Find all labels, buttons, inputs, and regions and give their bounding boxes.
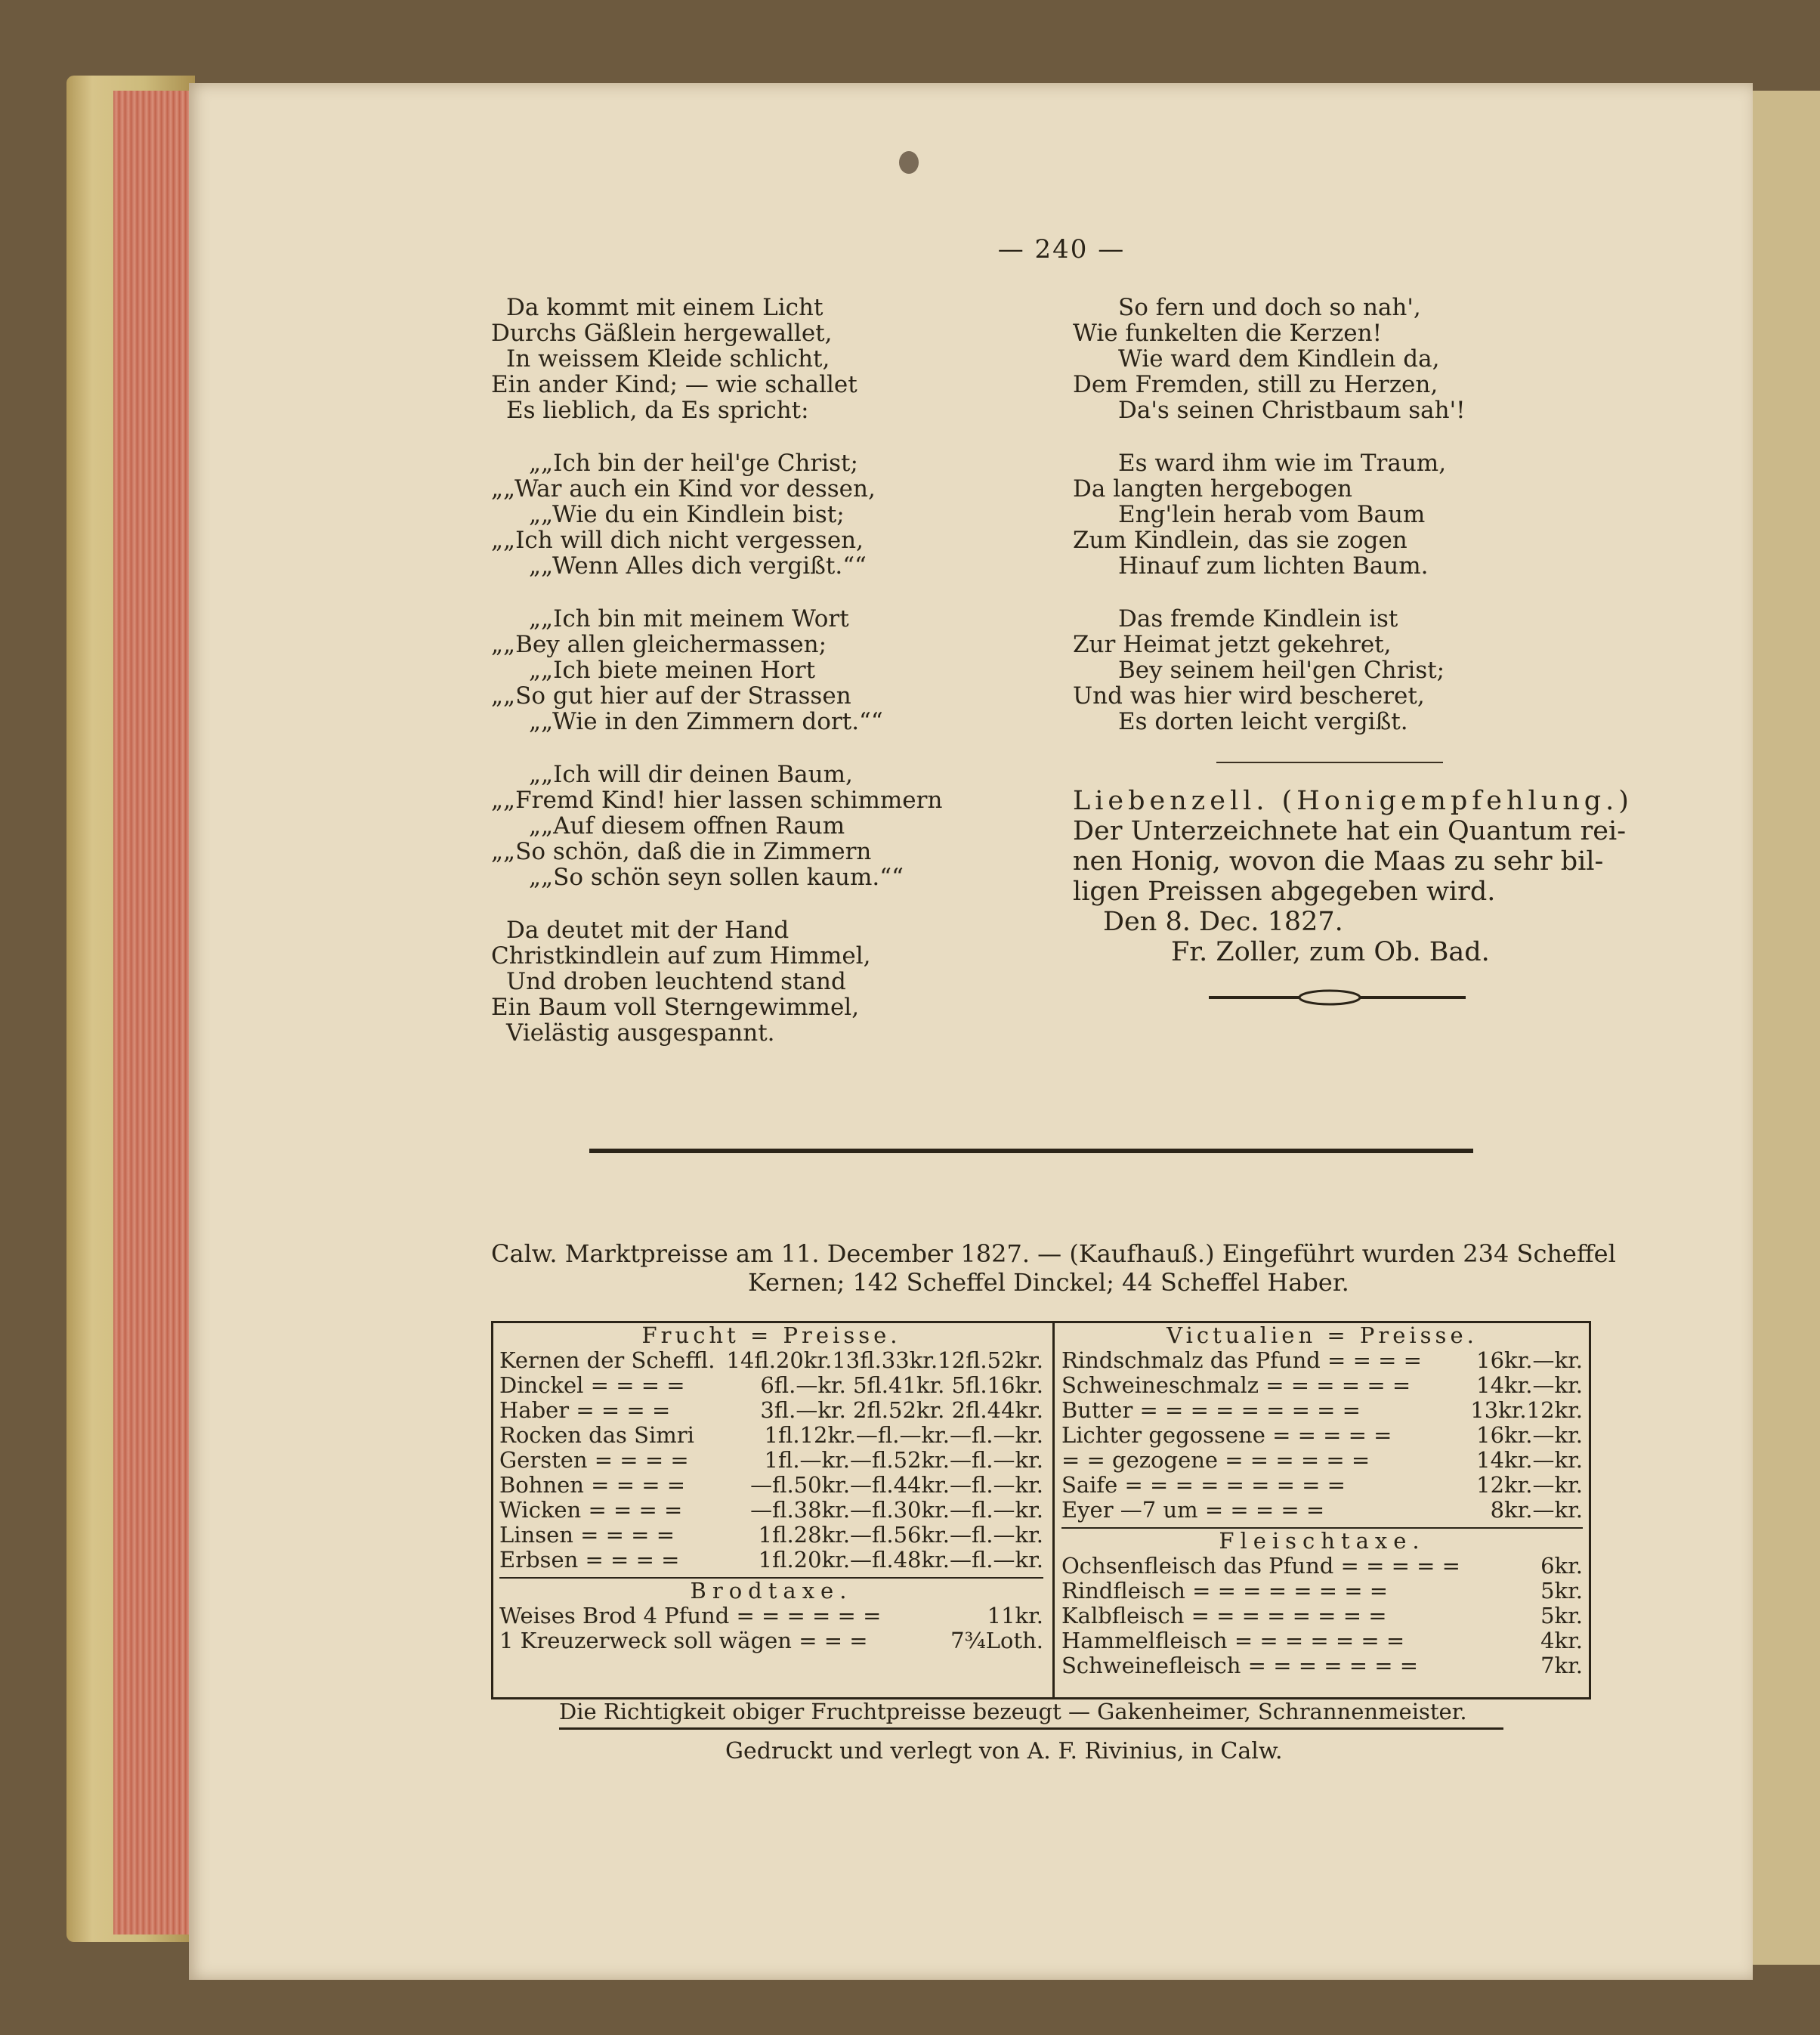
item-label: 1 Kreuzerweck soll wägen = = = <box>499 1628 868 1653</box>
stanza <box>1073 295 1587 423</box>
item-label: Rindschmalz das Pfund = = = = <box>1061 1347 1422 1373</box>
certification-line <box>559 1699 1541 1730</box>
item-price: 1fl.12kr.—fl.—kr.—fl.—kr. <box>764 1422 1043 1448</box>
advert-line: ligen Preissen abgegeben wird. <box>1073 877 1496 907</box>
table-row <box>1061 1604 1583 1628</box>
item-label: Erbsen = = = = <box>499 1547 680 1573</box>
verse-line: Ein ander Kind; — wie schallet <box>491 371 857 398</box>
victuals-prices-column <box>1061 1323 1583 1678</box>
table-row <box>499 1628 1043 1653</box>
item-label: Bohnen = = = = <box>499 1472 686 1498</box>
verse-line: Zum Kindlein, das sie zogen <box>1073 527 1407 554</box>
facing-page-strip <box>1753 91 1820 1965</box>
table-row <box>499 1523 1043 1548</box>
column-divider <box>1052 1323 1055 1697</box>
verse-line: „„Ich bin mit meinem Wort <box>529 605 849 632</box>
section-divider <box>1216 762 1443 763</box>
item-price: 5kr. <box>1540 1578 1583 1604</box>
item-price: 14kr.—kr. <box>1476 1372 1583 1398</box>
verse-line: „„Fremd Kind! hier lassen schimmern <box>491 787 943 814</box>
item-price: 1fl.20kr.—fl.48kr.—fl.—kr. <box>758 1547 1043 1573</box>
page-number: — 240 — <box>997 234 1126 264</box>
verse-line: Da langten hergebogen <box>1073 475 1353 503</box>
table-row <box>499 1548 1043 1573</box>
verse-line: „„So schön, daß die in Zimmern <box>491 838 872 865</box>
stanza <box>1073 606 1587 735</box>
item-label: Weises Brod 4 Pfund = = = = = = <box>499 1603 882 1628</box>
advert-signature: Fr. Zoller, zum Ob. Bad. <box>1171 937 1490 967</box>
table-row <box>1061 1423 1583 1448</box>
item-price: 4kr. <box>1540 1628 1583 1653</box>
item-price: 3fl.—kr. 2fl.52kr. 2fl.44kr. <box>760 1397 1043 1423</box>
table-subheading: Brodtaxe. <box>499 1577 1043 1604</box>
item-label: = = gezogene = = = = = = <box>1061 1447 1370 1473</box>
item-label: Lichter gegossene = = = = = <box>1061 1422 1392 1448</box>
poem-left-column <box>491 294 943 1073</box>
verse-line: Und was hier wird bescheret, <box>1073 682 1425 710</box>
page-rule <box>589 1149 1473 1153</box>
item-label: Schweineschmalz = = = = = = <box>1061 1372 1411 1398</box>
item-label: Linsen = = = = <box>499 1522 675 1548</box>
table-row <box>1061 1579 1583 1604</box>
verse-line: Bey seinem heil'gen Christ; <box>1118 657 1445 684</box>
verse-line: „„So schön seyn sollen kaum.““ <box>529 864 904 891</box>
verse-line: Da deutet mit der Hand <box>506 917 789 944</box>
table-row <box>499 1423 1043 1448</box>
table-row <box>1061 1498 1583 1523</box>
stanza <box>491 761 943 891</box>
stanza <box>491 295 891 423</box>
ornament-divider <box>1209 988 1466 1007</box>
footer-rule <box>559 1727 1503 1730</box>
item-price: 16kr.—kr. <box>1476 1347 1583 1373</box>
item-label: Haber = = = = <box>499 1397 671 1423</box>
table-row <box>1061 1628 1583 1653</box>
verse-line: Wie funkelten die Kerzen! <box>1073 320 1383 347</box>
table-row <box>1061 1348 1583 1373</box>
item-label: Dinckel = = = = <box>499 1372 685 1398</box>
table-row <box>1061 1554 1583 1579</box>
verse-line: „„War auch ein Kind vor dessen, <box>491 475 876 503</box>
table-subheading: Fleischtaxe. <box>1061 1527 1583 1554</box>
item-label: Schweinefleisch = = = = = = = <box>1061 1653 1419 1678</box>
table-row <box>1061 1473 1583 1498</box>
verse-line: „„Ich biete meinen Hort <box>529 657 816 684</box>
item-price: 14kr.—kr. <box>1476 1447 1583 1473</box>
stanza <box>491 450 891 579</box>
item-label: Rindfleisch = = = = = = = = <box>1061 1578 1389 1604</box>
item-label: Kalbfleisch = = = = = = = = <box>1061 1603 1387 1628</box>
verse-line: Durchs Gäßlein hergewallet, <box>491 320 833 347</box>
verse-line: Dem Fremden, still zu Herzen, <box>1073 371 1438 398</box>
ink-spot <box>899 151 919 174</box>
verse-line: Eng'lein herab vom Baum <box>1118 501 1426 528</box>
item-price: 8kr.—kr. <box>1490 1497 1583 1523</box>
verse-line: Es ward ihm wie im Traum, <box>1118 450 1447 477</box>
item-price: 7kr. <box>1540 1653 1583 1678</box>
verse-line: Vielästig ausgespannt. <box>506 1019 775 1047</box>
table-row <box>499 1348 1043 1373</box>
table-row <box>499 1473 1043 1498</box>
item-label: Gersten = = = = <box>499 1447 689 1473</box>
verse-line: „„Wenn Alles dich vergißt.““ <box>529 552 867 580</box>
verse-line: Ein Baum voll Sterngewimmel, <box>491 994 860 1021</box>
imprint: Gedruckt und verlegt von A. F. Rivinius, in Calw. <box>725 1738 1283 1764</box>
verse-line: Christkindlein auf zum Himmel, <box>491 942 871 970</box>
item-price: 7¾Loth. <box>950 1628 1043 1653</box>
price-table <box>491 1321 1591 1699</box>
table-row <box>1061 1373 1583 1398</box>
item-label: Saife = = = = = = = = = <box>1061 1472 1346 1498</box>
verse-line: „„Ich will dir deinen Baum, <box>529 761 853 788</box>
item-price: 14fl.20kr.13fl.33kr.12fl.52kr. <box>726 1347 1043 1373</box>
verse-line: „„So gut hier auf der Strassen <box>491 682 851 710</box>
verse-line: Wie ward dem Kindlein da, <box>1118 345 1440 373</box>
advert-heading: Liebenzell. (Honigempfehlung.) <box>1073 786 1633 816</box>
item-label: Rocken das Simri <box>499 1422 694 1448</box>
item-price: 1fl.28kr.—fl.56kr.—fl.—kr. <box>758 1522 1043 1548</box>
stanza <box>1073 450 1587 579</box>
verse-line: Es dorten leicht vergißt. <box>1118 708 1408 735</box>
table-row <box>1061 1653 1583 1678</box>
item-price: 1fl.—kr.—fl.52kr.—fl.—kr. <box>764 1447 1043 1473</box>
poem-right-column <box>1073 294 1633 1012</box>
item-label: Wicken = = = = <box>499 1497 683 1523</box>
verse-line: „„Auf diesem offnen Raum <box>529 812 845 840</box>
item-label: Hammelfleisch = = = = = = = <box>1061 1628 1405 1653</box>
verse-line: Und droben leuchtend stand <box>506 968 846 995</box>
certification-text: Die Richtigkeit obiger Fruchtpreisse bezeugt — Gakenheimer, Schrannenmeister. <box>559 1699 1467 1724</box>
market-title: Kernen; 142 Scheffel Dinckel; 44 Scheffel Haber. <box>748 1268 1349 1297</box>
verse-line: In weissem Kleide schlicht, <box>506 345 830 373</box>
stanza <box>491 917 891 1046</box>
item-price: 12kr.—kr. <box>1476 1472 1583 1498</box>
honey-advertisement <box>1073 786 1633 967</box>
stanza <box>491 606 891 735</box>
verse-line: Es lieblich, da Es spricht: <box>506 397 809 424</box>
verse-line: Das fremde Kindlein ist <box>1118 605 1398 632</box>
verse-line: „„Wie in den Zimmern dort.““ <box>529 708 883 735</box>
table-row <box>499 1373 1043 1398</box>
table-row <box>499 1604 1043 1628</box>
advert-line: Der Unterzeichnete hat ein Quantum rei- <box>1073 816 1627 846</box>
table-row <box>1061 1398 1583 1423</box>
table-row <box>1061 1448 1583 1473</box>
item-price: —fl.50kr.—fl.44kr.—fl.—kr. <box>750 1472 1043 1498</box>
item-price: 5kr. <box>1540 1603 1583 1628</box>
item-price: 16kr.—kr. <box>1476 1422 1583 1448</box>
item-label: Butter = = = = = = = = = <box>1061 1397 1361 1423</box>
item-price: —fl.38kr.—fl.30kr.—fl.—kr. <box>750 1497 1043 1523</box>
market-report-heading <box>491 1239 1616 1297</box>
item-label: Eyer —7 um = = = = = <box>1061 1497 1325 1523</box>
item-label: Kernen der Scheffl. <box>499 1347 715 1373</box>
grain-prices-column <box>499 1323 1043 1653</box>
advert-date: Den 8. Dec. 1827. <box>1103 907 1343 937</box>
item-price: 13kr.12kr. <box>1470 1397 1583 1423</box>
market-title: Calw. Marktpreisse am 11. December 1827. — (Kaufhauß.) Eingeführt wurden 234 Scheffel <box>491 1239 1616 1268</box>
verse-line: Hinauf zum lichten Baum. <box>1118 552 1429 580</box>
verse-line: „„Ich will dich nicht vergessen, <box>491 527 864 554</box>
verse-line: „„Wie du ein Kindlein bist; <box>529 501 845 528</box>
verse-line: „„Bey allen gleichermassen; <box>491 631 827 658</box>
verse-line: Zur Heimat jetzt gekehret, <box>1073 631 1392 658</box>
table-row <box>499 1398 1043 1423</box>
verse-line: „„Ich bin der heil'ge Christ; <box>529 450 858 477</box>
table-row <box>499 1448 1043 1473</box>
table-row <box>499 1498 1043 1523</box>
table-heading: Victualien = Preisse. <box>1166 1322 1478 1348</box>
verse-line: Da kommt mit einem Licht <box>506 294 823 321</box>
verse-line: Da's seinen Christbaum sah'! <box>1118 397 1466 424</box>
item-price: 6fl.—kr. 5fl.41kr. 5fl.16kr. <box>760 1372 1043 1398</box>
item-price: 6kr. <box>1540 1553 1583 1579</box>
advert-line: nen Honig, wovon die Maas zu sehr bil- <box>1073 846 1604 877</box>
table-heading: Frucht = Preisse. <box>641 1322 901 1348</box>
verse-line: So fern und doch so nah', <box>1118 294 1421 321</box>
item-price: 11kr. <box>987 1603 1043 1628</box>
item-label: Ochsenfleisch das Pfund = = = = = <box>1061 1553 1460 1579</box>
